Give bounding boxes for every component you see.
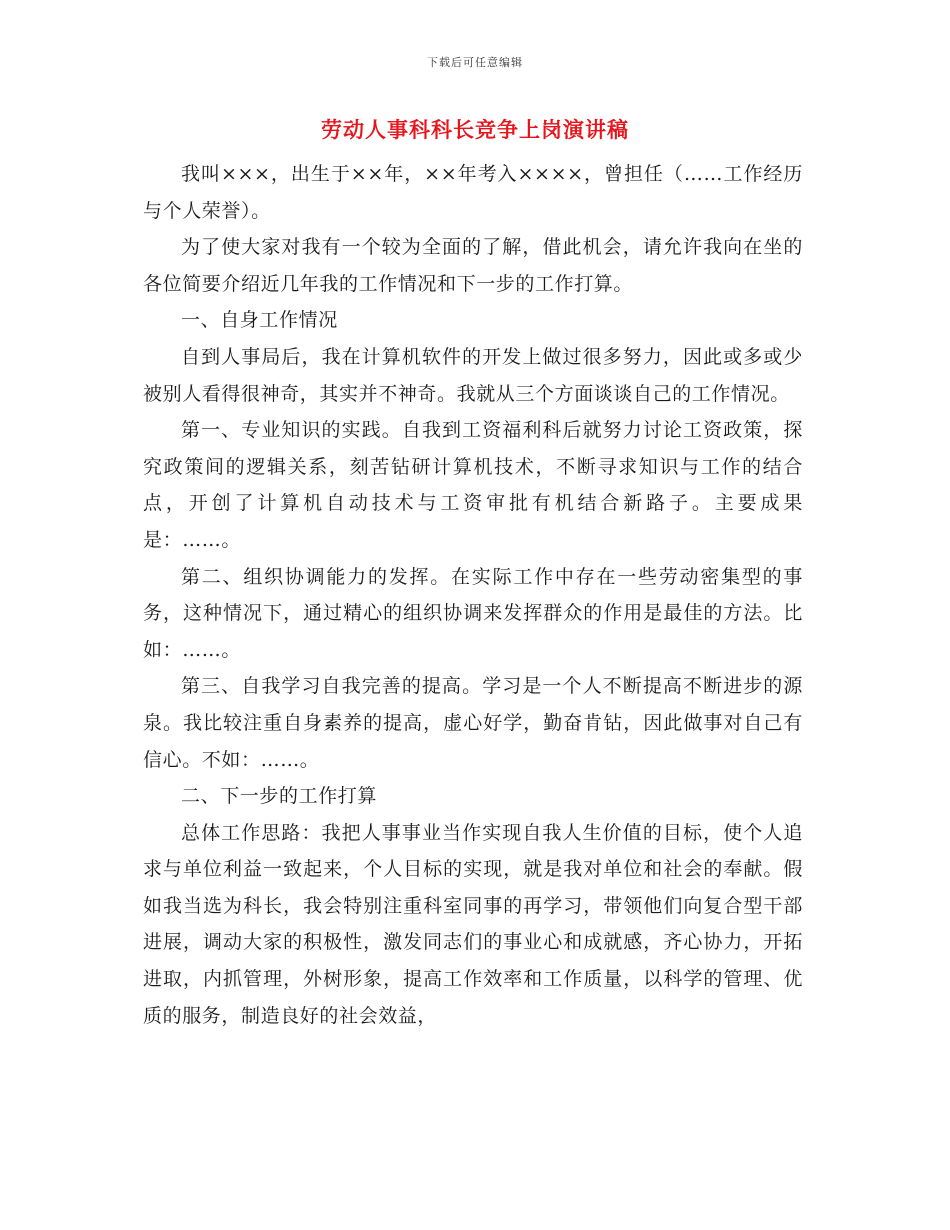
paragraph-point-one: 第一、专业知识的实践。自我到工资福利科后就努力讨论工资政策，探究政策间的逻辑关系，刻苦钻研计算机技术，不断寻求知识与工作的结合点，开创了计算机自动技术与工资审批有机结合新路子。主要成果是：……。 xyxy=(143,419,803,551)
header-note: 下载后可任意编辑 xyxy=(427,56,523,69)
paragraph-next-plan: 总体工作思路：我把人事事业当作实现自我人生价值的目标，使个人追求与单位利益一致起来，个人目标的实现，就是我对单位和社会的奉献。假如我当选为科长，我会特别注重科室同事的再学习，带领他们向复合型干部进展，调动大家的积极性，激发同志们的事业心和成就感，齐心协力，开拓进取，内抓管理，外树形象，提高工作效率和工作质量，以科学的管理、优质的服务，制造良好的社会效益， xyxy=(143,821,803,1027)
section-heading-next-plan: 二、下一步的工作打算 xyxy=(181,785,378,808)
paragraph-point-two: 第二、组织协调能力的发挥。在实际工作中存在一些劳动密集型的事务，这种情况下，通过精心的组织协调来发挥群众的作用是最佳的方法。比如：……。 xyxy=(143,565,803,661)
section-heading-self-work: 一、自身工作情况 xyxy=(181,309,338,332)
document-body xyxy=(143,156,803,1034)
paragraph-self-work: 自到人事局后，我在计算机软件的开发上做过很多努力，因此或多或少被别人看得很神奇，其实并不神奇。我就从三个方面谈谈自己的工作情况。 xyxy=(143,345,803,405)
document-title: 劳动人事科科长竞争上岗演讲稿 xyxy=(321,117,629,142)
paragraph-point-three: 第三、自我学习自我完善的提高。学习是一个人不断提高不断进步的源泉。我比较注重自身素养的提高，虚心好学，勤奋肯钻，因此做事对自己有信心。不如：……。 xyxy=(143,675,803,771)
paragraph-purpose: 为了使大家对我有一个较为全面的了解，借此机会，请允许我向在坐的各位简要介绍近几年我的工作情况和下一步的工作打算。 xyxy=(143,236,803,295)
paragraph-intro: 我叫×××，出生于××年，××年考入××××，曾担任（……工作经历与个人荣誉）。 xyxy=(143,163,803,222)
